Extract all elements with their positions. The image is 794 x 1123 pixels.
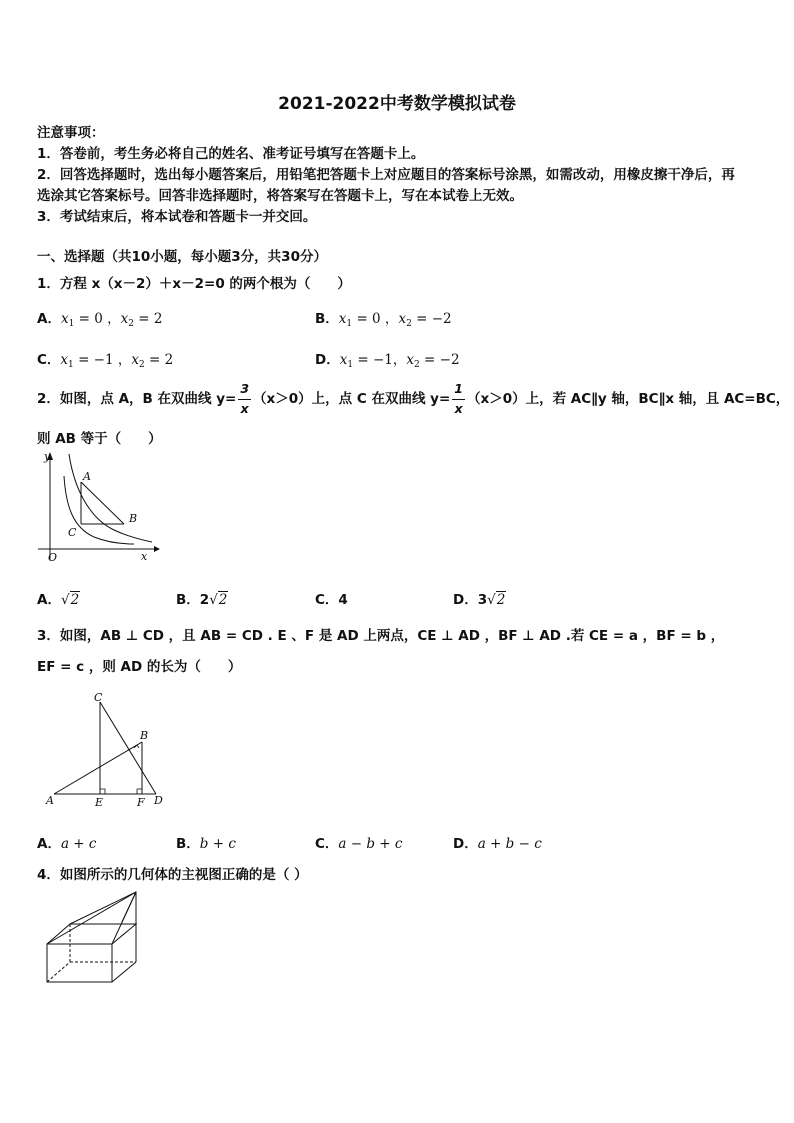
notice-heading: 注意事项：	[37, 125, 105, 141]
option-label: C．	[37, 352, 61, 368]
q1-option-a[interactable]: A．$x_1 = 0$ ，$x_2 = 2$	[37, 311, 163, 329]
point-b-label: B	[129, 512, 138, 525]
notice-line-1: 1．答卷前，考生务必将自己的姓名、准考证号填写在答题卡上。	[37, 146, 425, 162]
segment-ab	[54, 742, 142, 794]
q2-stem-line2: 则 AB 等于（ ）	[37, 431, 162, 447]
point-f-label: F	[137, 796, 145, 809]
y-axis-label: y	[44, 450, 51, 463]
page-title: 2021-2022中考数学模拟试卷	[278, 94, 516, 114]
q2-option-b[interactable]: B．2√2	[176, 592, 228, 608]
section-heading: 一、选择题（共10小题，每小题3分，共30分）	[37, 249, 327, 265]
q2-option-d[interactable]: D．3√2	[453, 592, 506, 608]
point-c-label: C	[68, 526, 77, 539]
q3-option-c[interactable]: C．a − b + c	[315, 836, 403, 852]
prism-back-edge	[70, 892, 136, 924]
sqrt-symbol: √2	[487, 592, 506, 608]
point-a-label: A	[83, 470, 91, 483]
q2-option-c[interactable]: C．4	[315, 592, 348, 608]
top-face	[47, 924, 136, 944]
q3-option-a[interactable]: A．a + c	[37, 836, 97, 852]
point-e-label: E	[95, 796, 104, 809]
fraction-3-over-x: $\frac{3}{x}$	[240, 381, 250, 416]
sqrt-symbol: √2	[60, 592, 80, 608]
point-a-label: A	[46, 794, 54, 807]
q2-hyperbola-figure	[34, 448, 164, 566]
right-angle-e	[100, 789, 105, 794]
fraction-1-over-x: $\frac{1}{x}$	[454, 381, 463, 416]
q3-stem-line2: EF = c ，则 AD 的长为（ ）	[37, 659, 242, 675]
q4-stem: 4．如图所示的几何体的主视图正确的是（ ）	[37, 867, 308, 883]
q4-solid-figure	[40, 886, 150, 990]
q2-stem-line1: 2．如图，点 A，B 在双曲线 y= $\frac{3}{x}$ （x＞0）上，点 C 在双曲线 y= $\frac{1}{x}$ （x＞0）上，若 AC∥y 轴，BC∥x 轴，且 AC=BC，	[37, 381, 790, 416]
q1-option-b[interactable]: B．$x_1 = 0$ ，$x_2 = -2$	[315, 311, 452, 329]
right-bottom-edge	[112, 962, 136, 982]
origin-label: O	[48, 551, 58, 564]
sqrt-symbol: √2	[209, 592, 228, 608]
q2-option-a[interactable]: A．√2	[37, 592, 80, 608]
point-b-label: B	[140, 729, 149, 742]
segment-cd	[100, 702, 156, 794]
q3-stem-line1: 3．如图，AB ⊥ CD ，且 AB = CD . E 、F 是 AD 上两点，CE ⊥ AD ，BF ⊥ AD .若 CE = a ，BF = b ，	[37, 628, 725, 644]
q1-option-c[interactable]: C．$x_1 = -1$ ，$x_2 = 2$	[37, 352, 174, 370]
hidden-edge-diagonal	[47, 962, 70, 982]
q3-perpendicular-figure	[44, 690, 174, 812]
q1-stem: 1．方程 x（x－2）＋x－2=0 的两个根为（ ）	[37, 276, 351, 292]
notice-line-2a: 2．回答选择题时，选出每小题答案后，用铅笔把答题卡上对应题目的答案标号涂黑，如需改动，用橡皮擦干净后，再	[37, 167, 735, 183]
point-d-label: D	[154, 794, 163, 807]
notice-line-3: 3．考试结束后，将本试卷和答题卡一并交回。	[37, 209, 317, 225]
option-label: A．	[37, 311, 61, 327]
x-axis-arrow	[154, 546, 160, 552]
option-label: B．	[315, 311, 339, 327]
prism-left-edge	[47, 892, 136, 944]
segment-ab	[81, 482, 124, 524]
point-c-label: C	[94, 691, 103, 704]
option-label: D．	[315, 352, 340, 368]
front-face	[47, 944, 112, 982]
q3-option-d[interactable]: D．a + b − c	[453, 836, 542, 852]
x-axis-label: x	[141, 550, 148, 563]
q1-option-d[interactable]: D．$x_1 = -1$，$x_2 = -2$	[315, 352, 460, 370]
q3-option-b[interactable]: B．b + c	[176, 836, 236, 852]
notice-line-2b: 选涂其它答案标号。回答非选择题时，将答案写在答题卡上，写在本试卷上无效。	[37, 188, 523, 204]
